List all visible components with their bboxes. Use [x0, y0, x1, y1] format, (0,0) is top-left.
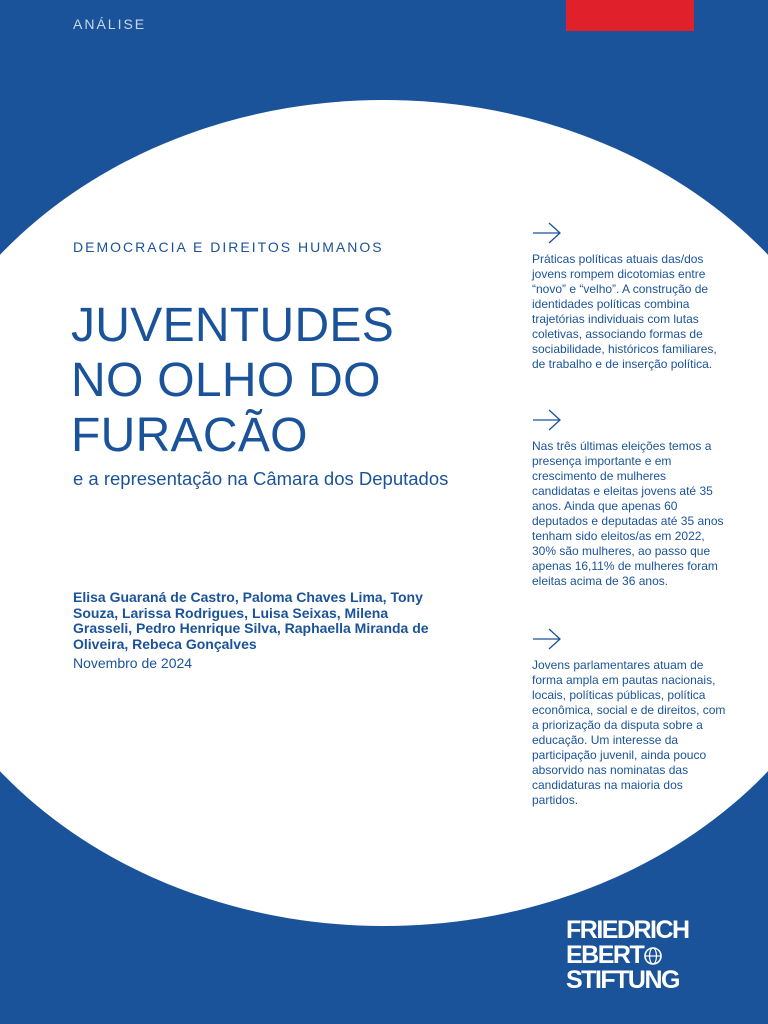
globe-icon	[644, 947, 662, 965]
arrow-right-icon	[532, 628, 562, 650]
highlight-block-3	[532, 628, 727, 808]
page-title	[71, 298, 394, 463]
authors: Elisa Guaraná de Castro, Paloma Chaves Lima, Tony Souza, Larissa Rodrigues, Luisa Seixas, Milena Grasseli, Pedro Henrique Silva, Raphaella Miranda de Oliveira, Rebeca Gonçalves	[73, 589, 429, 652]
fes-logo	[566, 918, 689, 993]
publication-date: Novembro de 2024	[73, 655, 193, 671]
logo-line-2: EBERT	[566, 941, 644, 969]
highlight-block-1	[532, 222, 727, 372]
highlight-text-3: Jovens parlamentares atuam de forma ampla em pautas nacionais, locais, políticas públicas, política econômica, social e de direitos, com a priorização da disputa sobre a educação. Um interesse da participação juvenil, ainda pouco absorvido nas nominatas das candidaturas na maioria dos partidos.	[532, 658, 726, 807]
topic-label: DEMOCRACIA E DIREITOS HUMANOS	[73, 239, 384, 255]
logo-line-2-row	[566, 943, 689, 968]
arrow-right-icon	[532, 222, 562, 244]
red-accent-block	[566, 0, 694, 31]
highlight-block-2	[532, 409, 727, 589]
section-label: ANÁLISE	[73, 16, 147, 32]
title-line-2: NO OLHO DO	[71, 354, 381, 407]
title-line-1: JUVENTUDES	[71, 299, 395, 352]
highlight-text-2: Nas três últimas eleições temos a presença importante e em crescimento de mulheres candidatas e eleitas jovens até 35 anos. Ainda que apenas 60 deputados e deputadas até 35 anos tenham sido eleitos/as em 2022, 30% são mulheres, ao passo que apenas 16,11% de mulheres foram eleitas acima de 36 anos.	[532, 439, 724, 588]
subtitle: e a representação na Câmara dos Deputados	[73, 468, 449, 489]
title-line-3: FURACÃO	[71, 409, 308, 462]
logo-line-1: FRIEDRICH	[566, 916, 689, 944]
arrow-right-icon	[532, 409, 562, 431]
logo-line-3: STIFTUNG	[566, 966, 679, 994]
highlight-text-1: Práticas políticas atuais das/dos jovens rompem dicotomias entre “novo” e “velho”. A construção de identidades políticas combina trajetórias individuais com lutas coletivas, associando formas de sociabilidade, históricos familiares, de trabalho e de inserção política.	[532, 252, 717, 371]
